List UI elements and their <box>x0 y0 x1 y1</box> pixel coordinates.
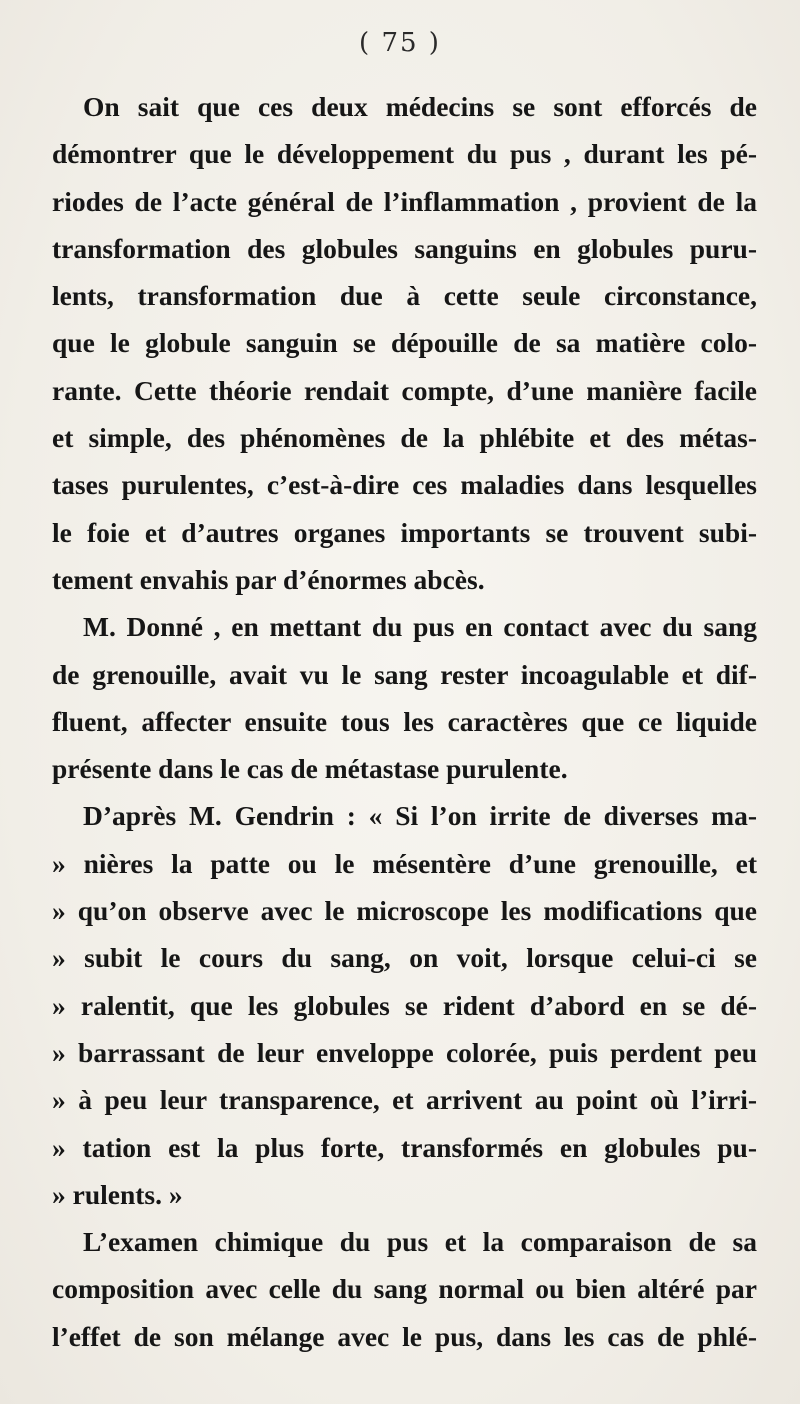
text-line: » tation est la plus forte, transformés en globules pu- <box>52 1131 757 1163</box>
text-line: et simple, des phénomènes de la phlébite et des métas- <box>52 422 757 454</box>
text-line: fluent, affecter ensuite tous les caractères que ce liquide <box>52 705 757 737</box>
text-line: M. Donné , en mettant du pus en contact avec du sang <box>83 611 757 643</box>
text-line: » nières la patte ou le mésentère d’une grenouille, et <box>52 847 757 879</box>
page-number: ( 75 ) <box>359 28 441 58</box>
text-line: rante. Cette théorie rendait compte, d’une manière facile <box>52 374 757 406</box>
text-line: » ralentit, que les globules se rident d’abord en se dé- <box>52 989 757 1021</box>
text-line: » subit le cours du sang, on voit, lorsque celui-ci se <box>52 942 757 974</box>
text-line: que le globule sanguin se dépouille de sa matière colo- <box>52 327 757 359</box>
text-line: » à peu leur transparence, et arrivent au point où l’irri- <box>52 1084 757 1116</box>
text-line: tement envahis par d’énormes abcès. <box>52 563 485 595</box>
text-line: » rulents. » <box>52 1178 183 1210</box>
text-line: riodes de l’acte général de l’inflammation , provient de la <box>52 185 757 217</box>
text-line: On sait que ces deux médecins se sont efforcés de <box>83 91 757 122</box>
text-line: lents, transformation due à cette seule circonstance, <box>52 280 757 312</box>
text-line: D’après M. Gendrin : « Si l’on irrite de diverses ma- <box>83 800 757 832</box>
text-line: le foie et d’autres organes importants se trouvent subi- <box>52 516 757 548</box>
text-line: » barrassant de leur enveloppe colorée, puis perdent peu <box>52 1036 757 1068</box>
text-line: tases purulentes, c’est-à-dire ces maladies dans lesquelles <box>52 469 757 501</box>
text-line: démontrer que le développement du pus , durant les pé- <box>52 138 757 170</box>
text-line: » qu’on observe avec le microscope les modifications que <box>52 895 757 927</box>
text-line: présente dans le cas de métastase purulente. <box>52 753 568 785</box>
text-line: l’effet de son mélange avec le pus, dans les cas de phlé- <box>52 1320 757 1352</box>
body-text <box>52 83 757 1360</box>
text-line: L’examen chimique du pus et la comparaison de sa <box>83 1226 757 1258</box>
text-line: composition avec celle du sang normal ou bien altéré par <box>52 1273 757 1305</box>
text-line: transformation des globules sanguins en globules puru- <box>52 232 757 264</box>
text-line: de grenouille, avait vu le sang rester incoagulable et dif- <box>52 658 757 690</box>
